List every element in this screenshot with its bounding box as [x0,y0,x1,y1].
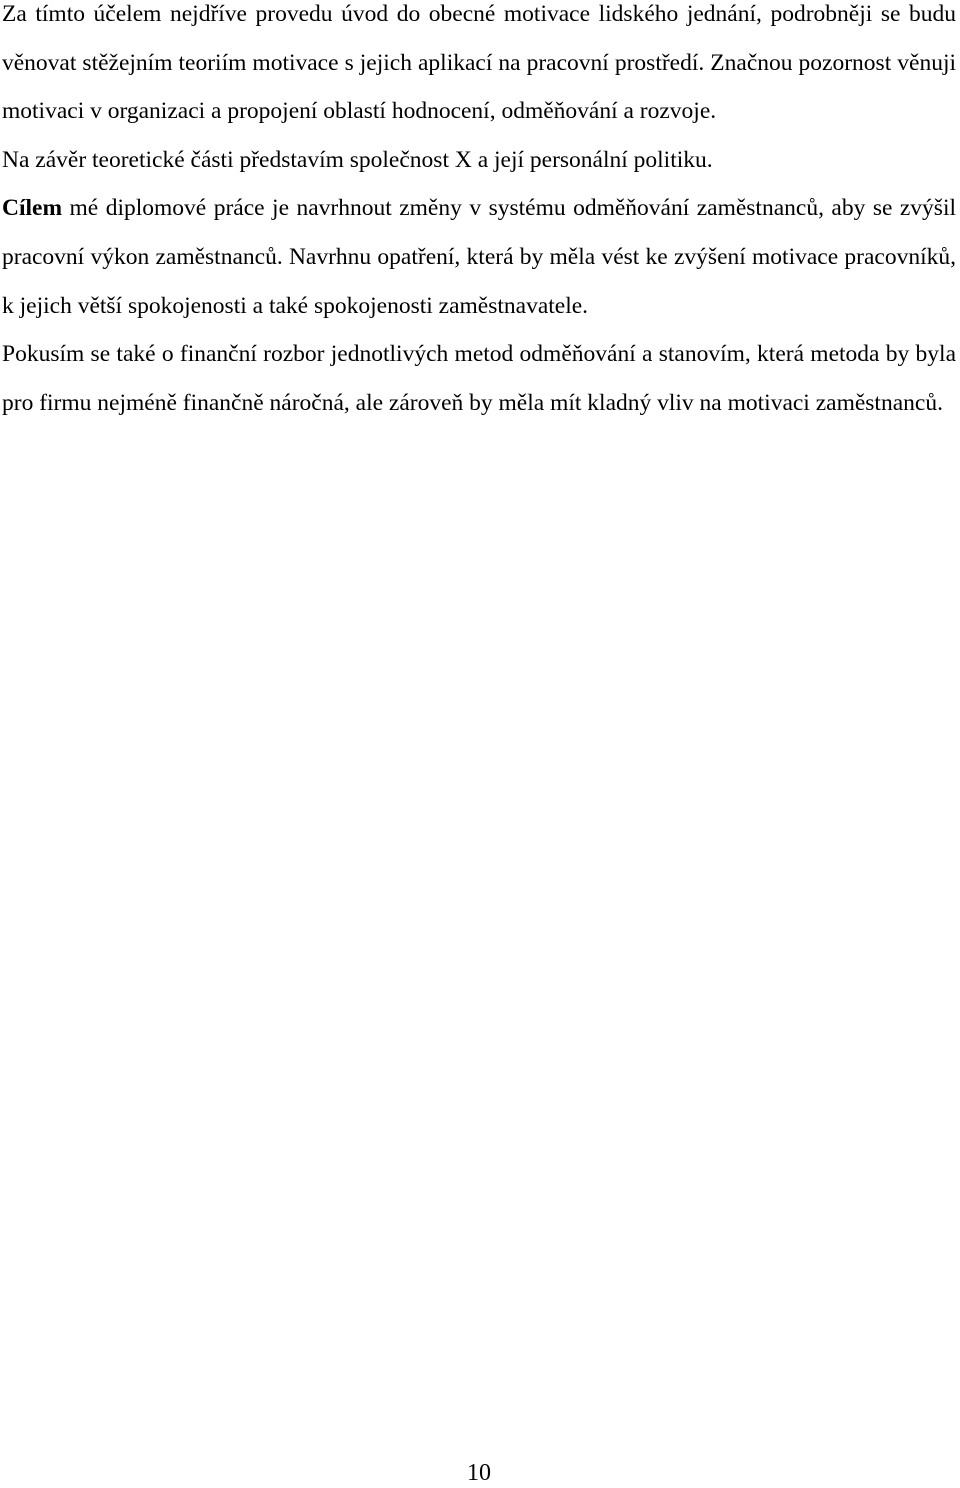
goal-lead-word: Cílem [2,195,63,222]
paragraph-theory-conclusion: Na závěr teoretické části představím společnost X a její personální politiku. [2,146,713,173]
goal-text: mé diplomové práce je navrhnout změny v systému odměňování zaměstnanců, aby se zvýšil pracovní výkon zaměstnanců. Navrhnu opatření, která by měla vést ke zvýšení motivace pracovníků, k jejich větší spokojenosti a také spokojenosti zaměstnavatele. [2,195,956,319]
body-text [2,0,956,427]
paragraph-financial-analysis: Pokusím se také o finanční rozbor jednotlivých metod odměňování a stanovím, která metoda by byla pro firmu nejméně finančně náročná, ale zároveň by měla mít kladný vliv na motivaci zaměstnanců. [2,341,956,416]
paragraph-introduction: Za tímto účelem nejdříve provedu úvod do obecné motivace lidského jednání, podrobněji se budu věnovat stěžejním teoriím motivace s jejich aplikací na pracovní prostředí. Značnou pozornost věnuji motivaci v organizaci a propojení oblastí hodnocení, odměňování a rozvoje. [2,1,956,125]
page-number: 10 [467,1460,491,1486]
paragraph-thesis-goal [2,184,956,330]
document-page [2,0,956,1487]
